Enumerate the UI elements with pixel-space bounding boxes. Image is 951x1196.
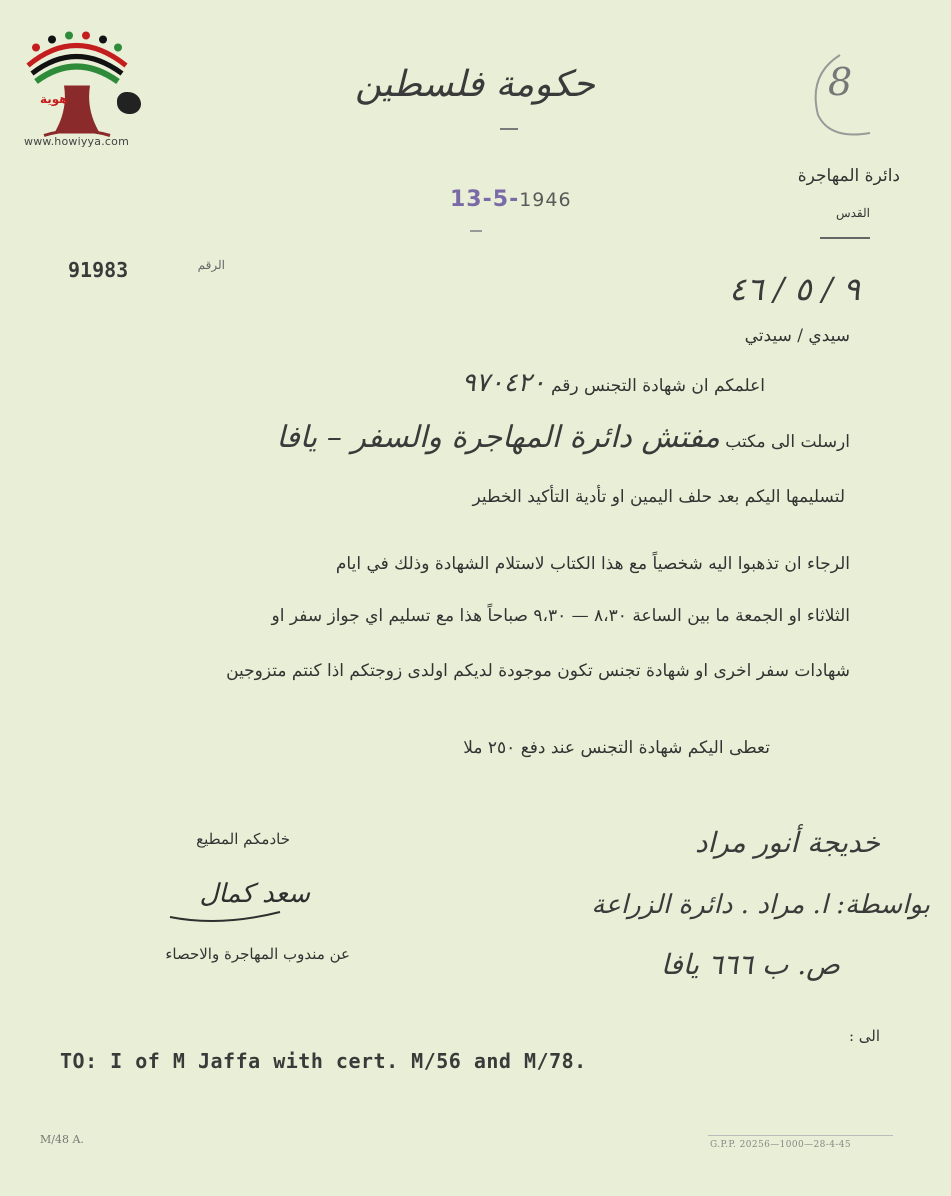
english-to-line: TO: I of M Jaffa with cert. M/56 and M/78. <box>60 1049 587 1073</box>
date-stamp-year: 1946 <box>519 189 572 211</box>
date-stamp-month: -5- <box>482 187 520 212</box>
page-number: 8 <box>828 60 853 104</box>
on-behalf-line: عن مندوب المهاجرة والاحصاء <box>165 945 350 963</box>
logo-brand-text: هوية <box>40 92 68 106</box>
fee-line: تعطى اليكم شهادة التجنس عند دفع ٢٥٠ ملا <box>463 738 770 758</box>
closing-servant: خادمكم المطيع <box>196 830 290 848</box>
divider <box>708 1135 893 1136</box>
certificate-label: اعلمكم ان شهادة التجنس رقم <box>550 376 765 396</box>
paragraph-line: الثلاثاء او الجمعة ما بين الساعة ٨،٣٠ — ٩،٣٠ صباحاً هذا مع تسليم اي جواز سفر او <box>271 606 850 626</box>
department-name: دائرة المهاجرة <box>797 166 900 186</box>
body-line-office <box>170 420 850 455</box>
paragraph-line: شهادات سفر اخرى او شهادة تجنس تكون موجودة لديكم اولدى زوجتكم اذا كنتم متزوجين <box>226 661 850 681</box>
logo-url: www.howiyya.com <box>24 135 129 148</box>
divider <box>500 128 518 130</box>
government-title: حكومة فلسطين <box>355 64 595 105</box>
divider <box>820 237 870 239</box>
handwritten-date: ٩ / ٥ / ٤٦ <box>729 270 860 308</box>
signature <box>160 862 320 932</box>
date-stamp <box>450 187 572 212</box>
signature-text: سعد كمال <box>199 879 310 909</box>
reference-number: 91983 <box>68 258 129 282</box>
divider <box>470 230 482 232</box>
salutation: سيدي / سيدتي <box>744 326 850 346</box>
print-code: G.P.P. 20256—1000—28-4-45 <box>710 1140 852 1150</box>
paragraph-line: الرجاء ان تذهبوا اليه شخصياً مع هذا الكتاب لاستلام الشهادة وذلك في ايام <box>335 554 850 574</box>
recipient-via: بواسطة: ا. مراد . دائرة الزراعة <box>591 890 930 920</box>
tree-logo-icon <box>14 18 139 153</box>
date-stamp-day: 13 <box>450 187 483 212</box>
recipient-name: خديجة أنور مراد <box>695 826 880 859</box>
body-line-certificate <box>380 368 765 398</box>
ink-blot <box>117 92 141 114</box>
body-line-oath: لتسليمها اليكم بعد حلف اليمين او تأدية التأكيد الخطير <box>472 487 845 507</box>
to-label: الى : <box>848 1027 880 1045</box>
office-label: ارسلت الى مكتب <box>725 432 850 452</box>
department-city: القدس <box>835 206 870 220</box>
recipient-po-box: ص. ب ٦٦٦ يافا <box>660 948 840 981</box>
office-handwritten: مفتش دائرة المهاجرة والسفر – يافا <box>276 420 720 455</box>
reference-label: الرقم <box>197 258 225 272</box>
certificate-number: ٩٧٠٤٢٠ <box>461 368 546 398</box>
form-code: M/48 A. <box>40 1133 84 1146</box>
